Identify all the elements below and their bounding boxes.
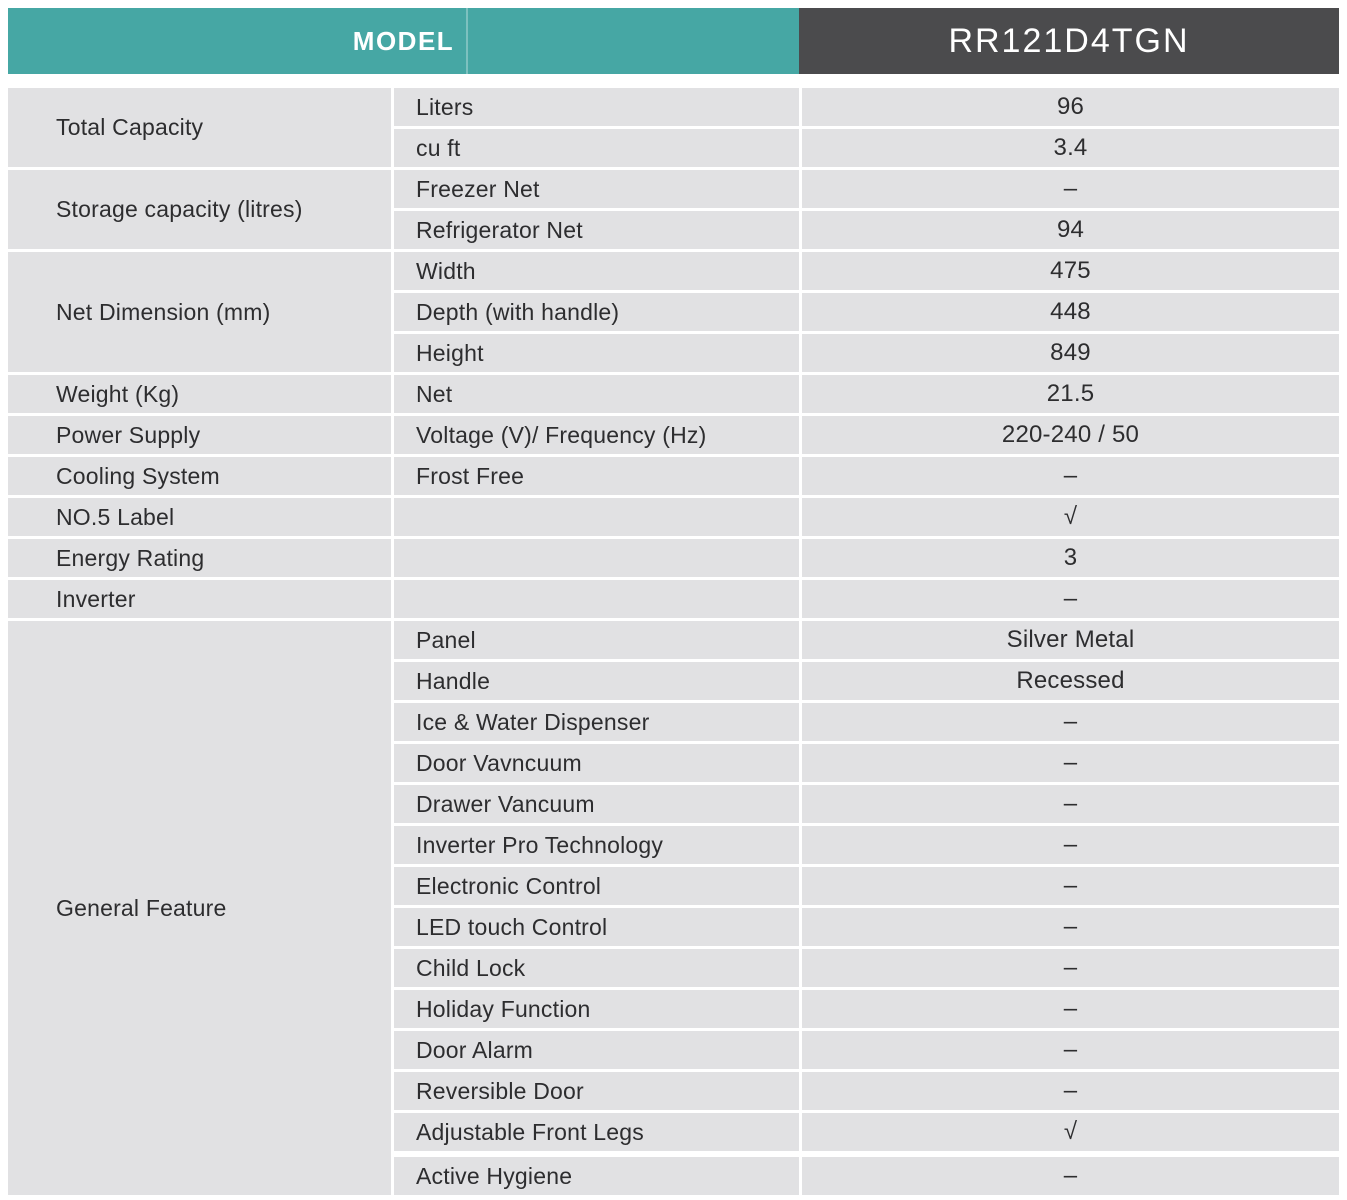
category-general-feature: General Feature xyxy=(8,621,391,1195)
category-total-capacity: Total Capacity xyxy=(8,88,391,167)
feature-value: – xyxy=(802,1072,1339,1110)
feature-label: Frost Free xyxy=(394,457,799,495)
feature-value: – xyxy=(802,170,1339,208)
feature-label xyxy=(394,498,799,536)
feature-label: Adjustable Front Legs xyxy=(394,1113,799,1151)
feature-label: Door Vavncuum xyxy=(394,744,799,782)
category-energy-rating: Energy Rating xyxy=(8,539,391,577)
feature-value: – xyxy=(802,703,1339,741)
feature-label xyxy=(394,539,799,577)
feature-value: 3 xyxy=(802,539,1339,577)
feature-label: Ice & Water Dispenser xyxy=(394,703,799,741)
feature-label: Reversible Door xyxy=(394,1072,799,1110)
category-storage-capacity: Storage capacity (litres) xyxy=(8,170,391,249)
feature-label: Depth (with handle) xyxy=(394,293,799,331)
feature-label xyxy=(394,580,799,618)
category-net-dimension: Net Dimension (mm) xyxy=(8,252,391,372)
feature-value: – xyxy=(802,949,1339,987)
model-header-cell xyxy=(8,8,799,74)
feature-value: – xyxy=(802,580,1339,618)
category-no5-label: NO.5 Label xyxy=(8,498,391,536)
feature-label: Holiday Function xyxy=(394,990,799,1028)
feature-label: Inverter Pro Technology xyxy=(394,826,799,864)
model-value-cell xyxy=(799,8,1339,74)
feature-label: Electronic Control xyxy=(394,867,799,905)
feature-value: 448 xyxy=(802,293,1339,331)
feature-value: 3.4 xyxy=(802,129,1339,167)
feature-label: Voltage (V)/ Frequency (Hz) xyxy=(394,416,799,454)
category-cooling-system: Cooling System xyxy=(8,457,391,495)
feature-label: Freezer Net xyxy=(394,170,799,208)
spec-table xyxy=(8,88,1339,1195)
feature-value: Recessed xyxy=(802,662,1339,700)
feature-value: – xyxy=(802,457,1339,495)
feature-value: – xyxy=(802,744,1339,782)
table-header xyxy=(8,8,1339,74)
model-header-label: MODEL xyxy=(352,25,455,56)
feature-value: 220-240 / 50 xyxy=(802,416,1339,454)
feature-label: Handle xyxy=(394,662,799,700)
feature-label: LED touch Control xyxy=(394,908,799,946)
category-power-supply: Power Supply xyxy=(8,416,391,454)
feature-value: – xyxy=(802,1157,1339,1195)
feature-value: – xyxy=(802,785,1339,823)
feature-label: Refrigerator Net xyxy=(394,211,799,249)
feature-value: 475 xyxy=(802,252,1339,290)
feature-label: Door Alarm xyxy=(394,1031,799,1069)
feature-label: Height xyxy=(394,334,799,372)
feature-value: 21.5 xyxy=(802,375,1339,413)
feature-value: – xyxy=(802,1031,1339,1069)
feature-value: – xyxy=(802,990,1339,1028)
feature-label: Child Lock xyxy=(394,949,799,987)
feature-value: 849 xyxy=(802,334,1339,372)
model-number: RR121D4TGN xyxy=(948,21,1190,60)
feature-label: Liters xyxy=(394,88,799,126)
feature-value: Silver Metal xyxy=(802,621,1339,659)
category-inverter: Inverter xyxy=(8,580,391,618)
feature-value: 94 xyxy=(802,211,1339,249)
feature-value: √ xyxy=(802,1113,1339,1151)
feature-value: – xyxy=(802,867,1339,905)
category-weight: Weight (Kg) xyxy=(8,375,391,413)
feature-value: √ xyxy=(802,498,1339,536)
feature-value: – xyxy=(802,826,1339,864)
feature-value: – xyxy=(802,908,1339,946)
feature-label: Width xyxy=(394,252,799,290)
feature-label: Drawer Vancuum xyxy=(394,785,799,823)
feature-label: Panel xyxy=(394,621,799,659)
header-cell-divider xyxy=(466,8,468,74)
feature-label: cu ft xyxy=(394,129,799,167)
feature-label: Net xyxy=(394,375,799,413)
feature-label: Active Hygiene xyxy=(394,1157,799,1195)
feature-value: 96 xyxy=(802,88,1339,126)
